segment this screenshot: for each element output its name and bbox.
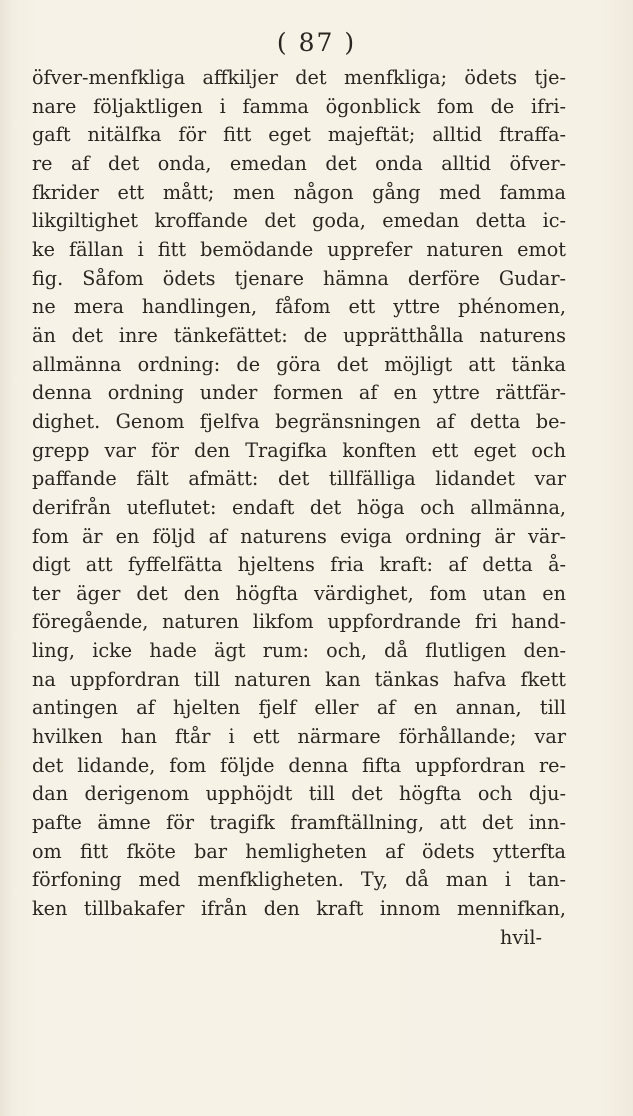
text-line: na uppfordran till naturen kan tänkas hafva fkett: [32, 667, 566, 691]
text-line: dighet. Genom fjelfva begränsningen af detta be-: [32, 409, 566, 433]
text-line: grepp var för den Tragifka konften ett eget och: [32, 438, 566, 462]
text-line: ling, icke hade ägt rum: och, då flutligen den-: [32, 639, 566, 663]
text-line: förfoning med menfkligheten. Ty, då man i tan-: [32, 868, 566, 892]
text-line: digt att fyffelfätta hjeltens fria kraft: af detta å-: [32, 553, 566, 577]
text-line: paffande fält afmätt: det tillfälliga lidandet var: [32, 467, 566, 491]
text-line: än det inre tänkefättet: de upprätthålla naturens: [32, 323, 566, 347]
text-line: nare följaktligen i famma ögonblick fom de ifri-: [32, 94, 566, 118]
text-line: antingen af hjelten fjelf eller af en annan, till: [32, 696, 566, 720]
text-line: hvilken han ftår i ett närmare förhållande; var: [32, 725, 566, 749]
text-line: ter äger det den högfta värdighet, fom utan en: [32, 581, 566, 605]
text-line: öfver-menfkliga affkiljer det menfkliga; ödets tje-: [32, 66, 566, 89]
text-line: ken tillbakafer ifrån den kraft innom mennifkan,: [32, 897, 566, 921]
text-line: om fitt fköte bar hemligheten af ödets ytterfta: [32, 839, 566, 863]
text-line: gaft nitälfka för fitt eget majeftät; alltid ftraffa-: [32, 123, 566, 147]
text-line: derifrån uteflutet: endaft det höga och allmänna,: [32, 495, 566, 519]
text-line: likgiltighet kroffande det goda, emedan detta ic-: [32, 209, 566, 233]
text-line: ke fällan i fitt bemödande upprefer naturen emot: [32, 237, 566, 261]
text-line: det lidande, fom följde denna fifta uppfordran re-: [32, 753, 566, 777]
text-line: fig. Såfom ödets tjenare hämna derföre Gudar-: [32, 266, 566, 290]
page-number: ( 87 ): [276, 28, 357, 57]
text-line: re af det onda, emedan det onda alltid öfver-: [32, 151, 566, 175]
text-line: ne mera handlingen, fåfom ett yttre phénomen,: [32, 295, 566, 319]
text-line: fkrider ett mått; men någon gång med famma: [32, 180, 566, 204]
catchword: hvil-: [500, 925, 542, 949]
text-line: fom är en följd af naturens eviga ordning är vär-: [32, 524, 566, 548]
text-line: pafte ämne för tragifk framftällning, att det inn-: [32, 811, 566, 835]
text-line: denna ordning under formen af en yttre rättfär-: [32, 381, 566, 405]
body-text: [32, 64, 566, 952]
text-line: föregående, naturen likfom uppfordrande fri hand-: [32, 610, 566, 634]
text-line: dan derigenom upphöjdt till det högfta och dju-: [32, 782, 566, 806]
text-line: allmänna ordning: de göra det möjligt att tänka: [32, 352, 566, 376]
